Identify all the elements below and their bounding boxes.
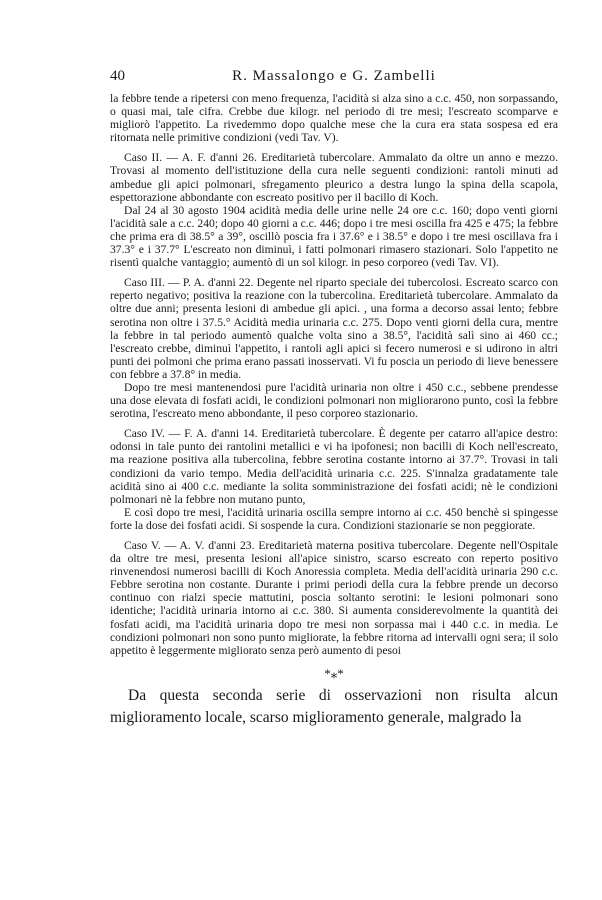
running-title: R. Massalongo e G. Zambelli [232, 68, 436, 84]
paragraph-caso-iii-followup: Dopo tre mesi mantenendosi pure l'acidità urinaria non oltre i 450 c.c., sebbene prendesse una dose elevata di fosfati acidi, le condizioni polmonari non migliorarono punto, così la febbre serotina, l'escreato meno abbondante, il peso corporeo stazionario. [110, 380, 558, 421]
paragraph-caso-iii: Caso III. — P. A. d'anni 22. Degente nel riparto speciale dei tubercolosi. Escreato scarco con reperto negativo; positiva la reazione con la tubercolina. Ereditarietà tubercolare. Ammalato da oltre due anni; presenta lesioni di ambedue gli apici. , una forma a decorso assai lento; febbre serotina non oltre i 37.5.° Acidità media urinaria c.c. 275. Dopo venti giorni della cura, mentre la febbre in tal periodo aumentò qualche volta sino a 38.5°, l'acidità salì sino ai 460 cc.; l'escreato crebbe, diminuì l'appetito, i rantoli agli apici si fecero numerosi e si udirono in altri punti dei polmoni che prima erano passati inosservati. Vi fu poscia un periodo di lieve benessere con febbre a 37.8° in media. [110, 276, 558, 381]
page-number: 40 [110, 68, 125, 84]
section-separator: *⁎* [324, 665, 344, 681]
paragraph-caso-v: Caso V. — A. V. d'anni 23. Ereditarietà materna positiva tubercolare. Degente nell'Ospitale da oltre tre mesi, presenta lesioni all'apice sinistro, scarso escreato con reperto positivo rinvenendosi numerosi bacilli di Koch Anoressia completa. Media dell'acidità urinaria 290 c.c. Febbre serotina non costante. Durante i primi periodi della cura la febbre prende un decorso continuo con rialzi specie mattutini, poscia soltanto serotini: le lesioni polmonari sono identiche; l'acidità urinaria intorno ai c.c. 380. Si aumenta considerevolmente la quantità dei fosfati acidi, ma l'acidità urinaria dopo tre mesi non sorpassa mai i 440 c.c. in media. Le condizioni polmonari non sono punto migliorate, la febbre ritorna ad intervalli ogni sera; il solo appetito è leggermente migliorato senza però aumento di pesoi [110, 539, 558, 657]
paragraph-conclusion: Da questa seconda serie di osservazioni non risulta alcun miglioramento locale, scarso miglioramento generale, malgrado la [110, 686, 558, 726]
paragraph-continuation: la febbre tende a ripetersi con meno frequenza, l'acidità si alza sino a c.c. 450, non sorpassando, o quasi mai, tale cifra. Crebbe due kilogr. nel periodo di tre mesi; l'escreato scomparve e migliorò l'appetito. La rivedemmo dopo qualche mese che la cura era stata sospesa ed era ritornata nelle primitive condizioni (vedi Tav. V). [110, 92, 558, 145]
page-header [110, 68, 558, 90]
paragraph-caso-ii-data: Dal 24 al 30 agosto 1904 acidità media delle urine nelle 24 ore c.c. 160; dopo venti giorni l'acidità sale a c.c. 240; dopo 40 giorni a c.c. 446; dopo i tre mesi oscilla fra 425 e 475; la febbre che prima era di 38.5° a 39°, oscillò poscia fra i 37.6° e i 38.5° e dopo i tre mesi oscillava fra i 37.3° e i 37.7° L'escreato non diminuì, i fatti polmonari rimasero stazionari. Solo l'appetito ne risentì qualche vantaggio; aumentò di un sol kilogr. in peso corporeo (vedi Tav. VI). [110, 203, 558, 270]
page-body [110, 92, 558, 729]
paragraph-caso-iv: Caso IV. — F. A. d'anni 14. Ereditarietà tubercolare. È degente per catarro all'apice destro: odonsi in tale punto dei rantolini metallici e vi ha ipofonesi; non bacilli di Koch nell'escreato, ma reazione positiva alla tubercolina, febbre serotina costante intorno ai 37.7°. Trovasi in tali condizioni da vario tempo. Media dell'acidità urinaria c.c. 225. S'innalza gradatamente tale acidità sino ai 400 c.c. mediante la solita somministrazione dei fosfati acidi; nè le condizioni polmonari nè la febbre non mutano punto, [110, 427, 558, 506]
paragraph-caso-ii: Caso II. — A. F. d'anni 26. Ereditarietà tubercolare. Ammalato da oltre un anno e mezzo. Trovasi al momento dell'istituzione della cura nelle seguenti condizioni: rantoli minuti ad ambedue gli apici polmonari, sfregamento pleurico a destra lungo la spina della scapola, espettorazione abbondante con escreato positivo per il bacillo di Koch. [110, 151, 558, 204]
paragraph-caso-iv-followup: E così dopo tre mesi, l'acidità urinaria oscilla sempre intorno ai c.c. 450 benchè si spingesse forte la dose dei fosfati acidi. Si sospende la cura. Condizioni stazionarie se non peggiorate. [110, 505, 558, 532]
